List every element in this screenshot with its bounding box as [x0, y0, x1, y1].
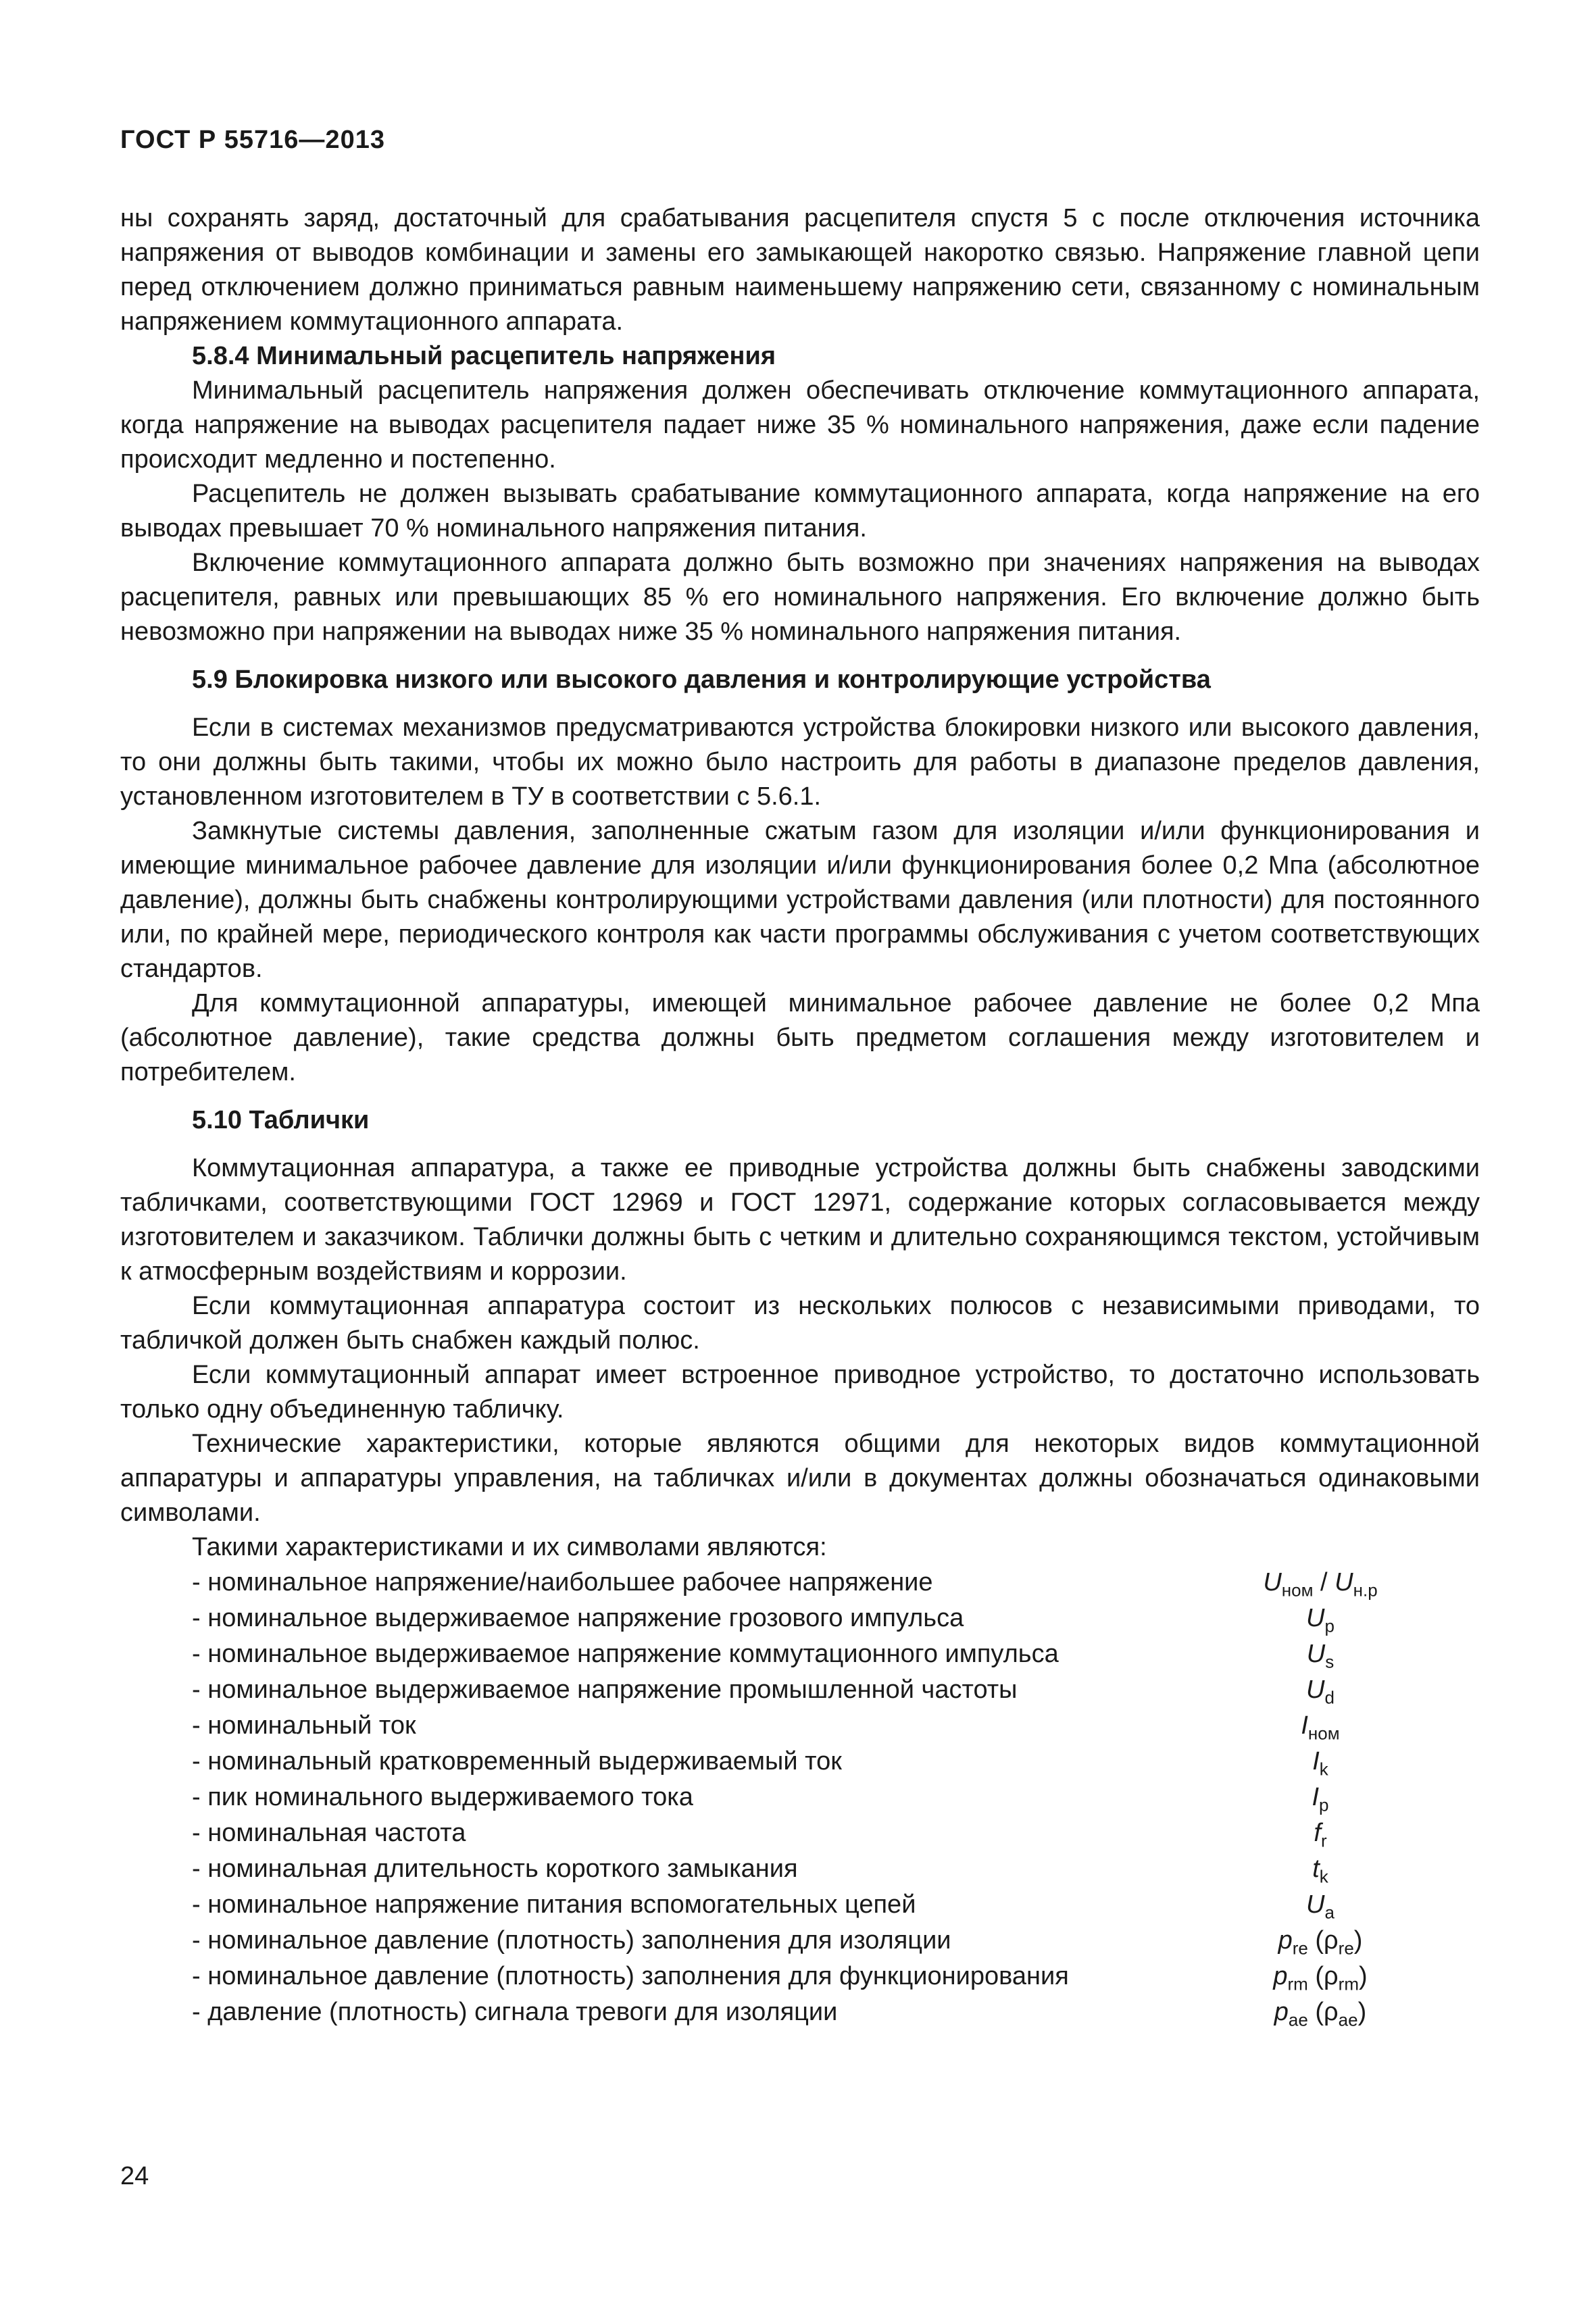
characteristic-item	[192, 1565, 1480, 1601]
symbol-part: н.р	[1353, 1580, 1378, 1601]
symbol-part: ном	[1307, 1723, 1340, 1744]
characteristic-name: - номинальное напряжение/наибольшее рабочее напряжение	[192, 1568, 933, 1596]
symbol-part: re	[1292, 1938, 1308, 1959]
characteristic-symbol	[1260, 1708, 1381, 1744]
paragraph: Для коммутационной аппаратуры, имеющей минимальное рабочее давление не более 0,2 Мпа (абсолютное давление), такие средства должны быть предметом соглашения между изготовителем и потребителем.	[120, 989, 1480, 1086]
characteristic-name: - пик номинального выдерживаемого тока	[192, 1783, 693, 1811]
paragraph: Если коммутационный аппарат имеет встроенное приводное устройство, то достаточно использовать только одну объединенную табличку.	[120, 1361, 1480, 1424]
symbol-part: )	[1357, 1998, 1367, 2026]
characteristic-symbol	[1260, 1744, 1381, 1780]
paragraph: Если коммутационная аппаратура состоит из нескольких полюсов с независимыми приводами, то табличкой должен быть снабжен каждый полюс.	[120, 1292, 1480, 1355]
paragraph: Включение коммутационного аппарата должно быть возможно при значениях напряжения на выводах расцепителя, равных или превышающих 85 % его номинального напряжения. Его включение должно быть невозможно при напряжении на выводах ниже 35 % номинального напряжения питания.	[120, 549, 1480, 646]
characteristic-name: - номинальная частота	[192, 1819, 466, 1847]
characteristic-item	[192, 1780, 1480, 1815]
symbol-part: p	[1319, 1794, 1329, 1815]
page-number: 24	[120, 2162, 149, 2190]
symbol-part: U	[1306, 1890, 1325, 1919]
symbol-part: (ρ	[1307, 1926, 1339, 1955]
characteristic-name: - номинальный кратковременный выдерживаемый ток	[192, 1747, 842, 1776]
characteristic-symbol	[1260, 1994, 1381, 2030]
symbol-part: I	[1312, 1747, 1320, 1776]
characteristic-item	[192, 1959, 1480, 1994]
symbol-part: f	[1314, 1819, 1321, 1847]
characteristic-symbol	[1260, 1780, 1381, 1815]
characteristic-symbol	[1260, 1815, 1381, 1851]
symbol-part: p	[1273, 1962, 1288, 1990]
characteristic-symbol	[1260, 1887, 1381, 1923]
characteristic-symbol	[1260, 1601, 1381, 1636]
section-heading: 5.8.4 Минимальный расцепитель напряжения	[192, 342, 776, 370]
paragraph: Если в системах механизмов предусматриваются устройства блокировки низкого или высокого давления, то они должны быть такими, чтобы их можно было настроить для работы в диапазоне пределов давления, установленном изготовителем в ТУ в соответствии с 5.6.1.	[120, 713, 1480, 811]
characteristic-name: - номинальное напряжение питания вспомогательных цепей	[192, 1890, 916, 1919]
paragraph: Технические характеристики, которые являются общими для некоторых видов коммутационной аппаратуры и аппаратуры управления, на табличках и/или в документах должны обозначаться одинаковыми символами.	[120, 1430, 1480, 1527]
characteristic-item	[192, 1636, 1480, 1672]
symbol-part: /	[1313, 1568, 1335, 1596]
symbol-part: d	[1324, 1687, 1335, 1708]
characteristic-item	[192, 1672, 1480, 1708]
characteristic-symbol	[1260, 1636, 1381, 1672]
characteristic-item	[192, 1815, 1480, 1851]
characteristic-name: - номинальное выдерживаемое напряжение коммутационного импульса	[192, 1640, 1059, 1668]
symbol-part: (ρ	[1307, 1998, 1339, 2026]
paragraph: ны сохранять заряд, достаточный для срабатывания расцепителя спустя 5 с после отключения источника напряжения от выводов комбинации и замены его замыкающей накоротко связью. Напряжение главной цепи перед отключением должно приниматься равным наименьшему напряжению сети, связанному с номинальным напряжением коммутационного аппарата.	[120, 204, 1480, 336]
characteristics-list	[120, 1565, 1480, 2030]
characteristic-item	[192, 1851, 1480, 1887]
symbol-part: s	[1325, 1651, 1335, 1672]
characteristic-symbol	[1260, 1672, 1381, 1708]
section-heading: 5.9 Блокировка низкого или высокого давления и контролирующие устройства	[192, 665, 1211, 694]
symbol-part: ae	[1288, 2009, 1308, 2030]
characteristic-item	[192, 1744, 1480, 1780]
characteristic-item	[192, 1994, 1480, 2030]
characteristic-name: - номинальное выдерживаемое напряжение промышленной частоты	[192, 1676, 1018, 1704]
symbol-part: I	[1312, 1783, 1320, 1811]
symbol-part: t	[1312, 1855, 1320, 1883]
paragraph: Минимальный расцепитель напряжения должен обеспечивать отключение коммутационного аппарата, когда напряжение на выводах расцепителя падает ниже 35 % номинального напряжения, даже если падение происходит медленно и постепенно.	[120, 376, 1480, 474]
section-heading: 5.10 Таблички	[192, 1106, 370, 1134]
paragraph: Коммутационная аппаратура, а также ее приводные устройства должны быть снабжены заводскими табличками, соответствующими ГОСТ 12969 и ГОСТ 12971, содержание которых согласовывается между изготовителем и заказчиком. Таблички должны быть с четким и длительно сохраняющимся текстом, устойчивым к атмосферным воздействиям и коррозии.	[120, 1154, 1480, 1286]
symbol-part: U	[1306, 1640, 1326, 1668]
symbol-part: ном	[1281, 1580, 1314, 1601]
text-blocks	[120, 201, 1480, 1565]
characteristic-symbol	[1260, 1923, 1381, 1959]
characteristic-item	[192, 1887, 1480, 1923]
characteristic-symbol	[1260, 1565, 1381, 1601]
symbol-part: rm	[1287, 1973, 1308, 1994]
characteristic-name: - номинальное выдерживаемое напряжение грозового импульса	[192, 1604, 964, 1632]
characteristic-name: - номинальное давление (плотность) заполнения для функционирования	[192, 1962, 1069, 1990]
symbol-part: r	[1320, 1830, 1327, 1851]
symbol-part: ae	[1338, 2009, 1358, 2030]
symbol-part: )	[1358, 1962, 1368, 1990]
symbol-part: (ρ	[1307, 1962, 1339, 1990]
symbol-part: k	[1319, 1759, 1328, 1780]
characteristic-name: - номинальная длительность короткого замыкания	[192, 1855, 798, 1883]
characteristic-item	[192, 1601, 1480, 1636]
characteristic-symbol	[1260, 1959, 1381, 1994]
paragraph: Расцепитель не должен вызывать срабатывание коммутационного аппарата, когда напряжение на его выводах превышает 70 % номинального напряжения питания.	[120, 480, 1480, 543]
symbol-part: U	[1306, 1604, 1325, 1632]
standard-designation: ГОСТ Р 55716—2013	[120, 126, 385, 154]
symbol-part: p	[1278, 1926, 1293, 1955]
characteristic-name: - номинальное давление (плотность) заполнения для изоляции	[192, 1926, 951, 1955]
paragraph: Замкнутые системы давления, заполненные сжатым газом для изоляции и/или функционирования и имеющие минимальное рабочее давление для изоляции и/или функционирования более 0,2 Мпа (абсолютное давление), должны быть снабжены контролирующими устройствами давления (или плотности) для постоянного или, по крайней мере, периодического контроля как части программы обслуживания с учетом соответствующих стандартов.	[120, 817, 1480, 983]
characteristic-symbol	[1260, 1851, 1381, 1887]
symbol-part: a	[1324, 1902, 1335, 1923]
symbol-part: )	[1353, 1926, 1363, 1955]
symbol-part: U	[1335, 1568, 1353, 1596]
page-body	[120, 201, 1480, 2030]
symbol-part: rm	[1338, 1973, 1359, 1994]
characteristic-name: - давление (плотность) сигнала тревоги для изоляции	[192, 1998, 838, 2026]
symbol-part: U	[1306, 1676, 1325, 1704]
symbol-part: re	[1338, 1938, 1354, 1959]
characteristic-name: - номинальный ток	[192, 1711, 416, 1740]
symbol-part: p	[1324, 1615, 1335, 1636]
symbol-part: k	[1319, 1866, 1328, 1887]
symbol-part: p	[1274, 1998, 1289, 2026]
symbol-part: I	[1301, 1711, 1308, 1740]
paragraph: Такими характеристиками и их символами являются:	[192, 1533, 827, 1561]
characteristic-item	[192, 1708, 1480, 1744]
characteristic-item	[192, 1923, 1480, 1959]
symbol-part: U	[1263, 1568, 1282, 1596]
